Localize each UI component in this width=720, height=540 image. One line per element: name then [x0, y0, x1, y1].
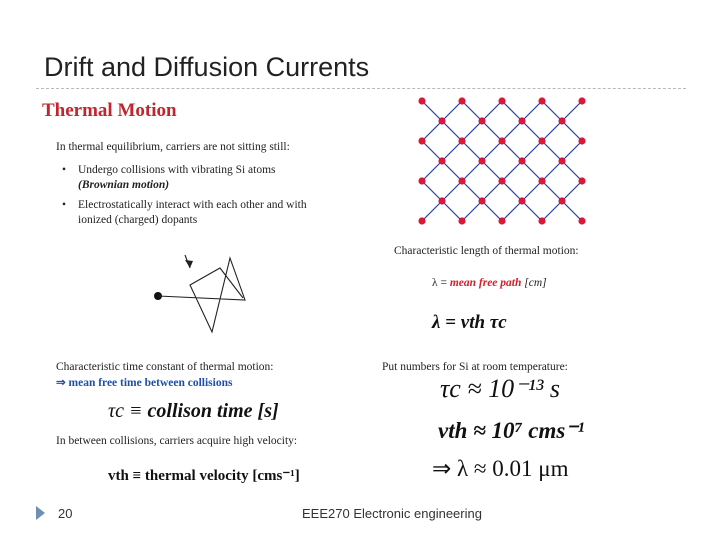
bullet-dot: • [62, 199, 67, 211]
si-atom [578, 137, 585, 144]
tau-eq-left: τc ≡ [108, 400, 143, 422]
slide-bullet-arrow-icon [36, 506, 45, 520]
si-atom [458, 217, 465, 224]
lambda-equation: λ = vth τc [432, 312, 507, 333]
lattice-bond [422, 181, 442, 201]
lattice-bond [522, 161, 542, 181]
lattice-bond [462, 201, 482, 221]
si-atom [518, 157, 525, 164]
si-atom [438, 197, 445, 204]
si-atom [518, 197, 525, 204]
lattice-bond [482, 161, 502, 181]
lattice-bond [542, 161, 562, 181]
char-time-label: Characteristic time constant of thermal motion: [56, 361, 274, 373]
lattice-bond [542, 141, 562, 161]
si-atom [438, 117, 445, 124]
bullet-1 [62, 163, 276, 177]
lattice-bond [562, 181, 582, 201]
tau-eq-right: collison time [s] [147, 400, 279, 422]
lattice-bond [462, 141, 482, 161]
lambda-prefix: λ = [432, 277, 447, 289]
si-atom [518, 117, 525, 124]
si-atom [578, 97, 585, 104]
lattice-bond [502, 121, 522, 141]
si-atom [418, 217, 425, 224]
si-atom [498, 177, 505, 184]
lattice-bond [522, 141, 542, 161]
slide-title: Drift and Diffusion Currents [44, 52, 370, 82]
random-walk-path [158, 258, 245, 332]
bullet-2 [62, 198, 307, 212]
lattice-bond [522, 121, 542, 141]
lattice-bond [442, 121, 462, 141]
tau-equation [108, 400, 279, 423]
bullet-dot: • [62, 164, 67, 176]
tau-value: τc ≈ 10⁻¹³ s [440, 374, 561, 403]
lambda-value: ⇒ λ ≈ 0.01 μm [432, 456, 569, 481]
lattice-bond [562, 121, 582, 141]
bullet-1-note: (Brownian motion) [78, 179, 170, 191]
slide-footer: EEE270 Electronic engineering [302, 506, 482, 521]
lattice-bond [562, 201, 582, 221]
si-room-temp-label: Put numbers for Si at room temperature: [382, 361, 568, 373]
bullet-2-text: Electrostatically interact with each other and with [78, 199, 307, 211]
lattice-bond [442, 181, 462, 201]
lattice-bond [482, 201, 502, 221]
si-atom [418, 177, 425, 184]
figure-heading: Thermal Motion [42, 100, 177, 121]
si-atom [498, 97, 505, 104]
silicon-lattice-diagram [418, 97, 590, 233]
lattice-bond [542, 201, 562, 221]
lattice-bond [422, 101, 442, 121]
lambda-unit: [cm] [524, 277, 547, 289]
si-atom [458, 177, 465, 184]
lattice-bond [422, 121, 442, 141]
si-atom [578, 217, 585, 224]
lattice-bond [482, 101, 502, 121]
si-atom [478, 117, 485, 124]
intro-text: In thermal equilibrium, carriers are not sitting still: [56, 141, 290, 153]
lattice-bond [502, 161, 522, 181]
bullet-2-note: ionized (charged) dopants [78, 214, 198, 226]
si-atom [558, 157, 565, 164]
lattice-bond [482, 141, 502, 161]
lattice-bond [542, 101, 562, 121]
lattice-bond [562, 161, 582, 181]
lattice-bond [542, 181, 562, 201]
lattice-bond [542, 121, 562, 141]
si-atom [538, 137, 545, 144]
si-atom [498, 137, 505, 144]
lattice-bond [502, 201, 522, 221]
lattice-bond [442, 141, 462, 161]
bullet-1-text: Undergo collisions with vibrating Si atoms [78, 164, 276, 176]
lambda-def-text: mean free path [449, 277, 522, 289]
si-atom [478, 157, 485, 164]
si-atom [438, 157, 445, 164]
lattice-bond [422, 161, 442, 181]
lattice-bond [562, 141, 582, 161]
lattice-bond [462, 181, 482, 201]
lattice-bond [562, 101, 582, 121]
between-collisions-text: In between collisions, carriers acquire high velocity: [56, 435, 298, 447]
si-atom [418, 137, 425, 144]
lattice-bond [502, 101, 522, 121]
title-divider [36, 88, 686, 89]
lattice-bond [442, 201, 462, 221]
lattice-bond [502, 181, 522, 201]
lattice-bond [462, 161, 482, 181]
mean-free-time: ⇒ mean free time between collisions [56, 377, 233, 389]
si-atom [458, 97, 465, 104]
lattice-bond [442, 161, 462, 181]
lattice-bond [422, 201, 442, 221]
lattice-bond [482, 181, 502, 201]
vth-value: vth ≈ 10⁷ cms⁻¹ [438, 418, 585, 443]
si-atom [418, 97, 425, 104]
brownian-path-diagram [145, 250, 285, 340]
si-atom [498, 217, 505, 224]
char-length-label: Characteristic length of thermal motion: [394, 245, 579, 257]
lambda-definition [432, 276, 547, 290]
si-atom [538, 217, 545, 224]
lattice-bond [482, 121, 502, 141]
lattice-bond [502, 141, 522, 161]
lattice-bond [422, 141, 442, 161]
lattice-bond [522, 201, 542, 221]
lattice-bond [522, 101, 542, 121]
si-atom [478, 197, 485, 204]
si-atom [578, 177, 585, 184]
vth-equation: vth ≡ thermal velocity [cms⁻¹] [108, 468, 300, 484]
lattice-bond [522, 181, 542, 201]
lattice-bond [462, 121, 482, 141]
si-atom [538, 97, 545, 104]
si-atom [558, 197, 565, 204]
lattice-bond [442, 101, 462, 121]
si-atom [538, 177, 545, 184]
si-atom [558, 117, 565, 124]
lattice-bond [462, 101, 482, 121]
si-atom [458, 137, 465, 144]
slide-number: 20 [58, 506, 73, 521]
